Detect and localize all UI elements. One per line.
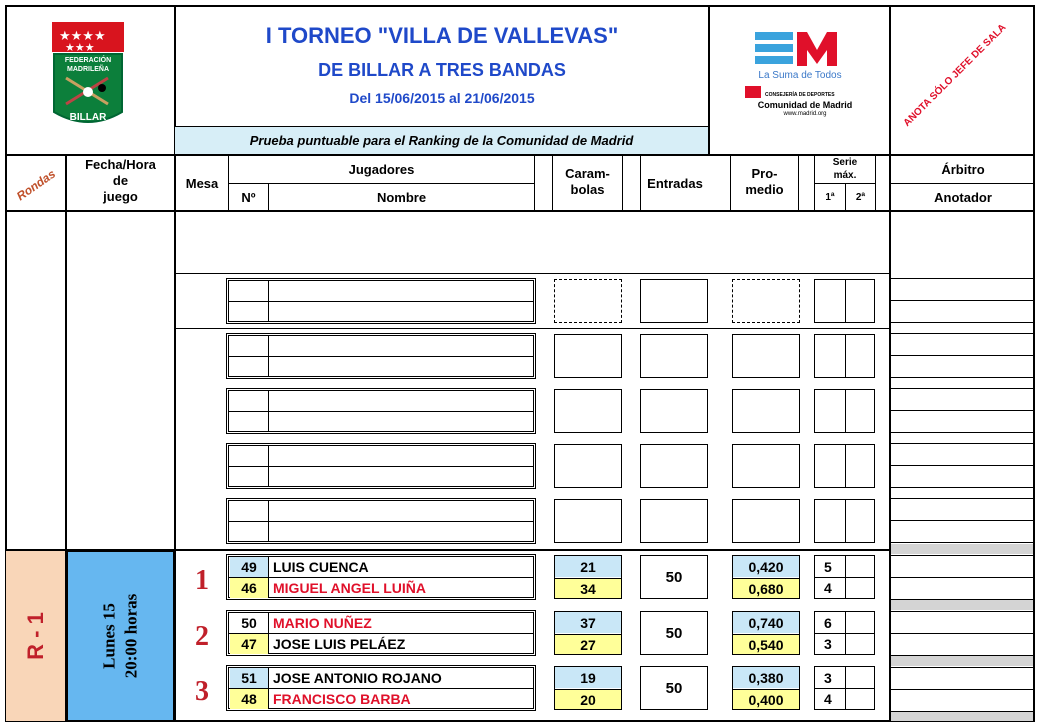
promedio: 0,680: [733, 578, 799, 598]
col-mesa: Mesa: [185, 175, 219, 191]
round-time: 20:00 horas: [121, 593, 141, 679]
entradas: 50: [665, 679, 683, 697]
col-carambolas: [553, 166, 622, 198]
date-cell: [67, 551, 174, 721]
title-dates: Del 15/06/2015 al 21/06/2015: [349, 90, 535, 106]
serie-1: 4: [824, 691, 832, 707]
promedio: 0,400: [733, 689, 799, 709]
header-right-logo: [735, 30, 865, 125]
col-arbitro: Árbitro: [941, 162, 985, 177]
player-number: 50: [241, 615, 257, 631]
entradas: 50: [665, 568, 683, 586]
promedio: 0,420: [733, 556, 799, 577]
serie-1: 3: [824, 669, 832, 686]
subtitle-bar: [175, 126, 708, 154]
player-number: 46: [230, 578, 268, 598]
player-number: 49: [230, 557, 268, 577]
serie-1: 4: [824, 580, 832, 596]
serie-1: 6: [824, 614, 832, 631]
player-number: 51: [230, 668, 268, 688]
col-anotador: Anotador: [934, 189, 992, 205]
player-name: MIGUEL ANGEL LUIÑA: [273, 580, 426, 596]
carambolas: 34: [555, 578, 621, 598]
round-label: R - 1: [22, 612, 48, 660]
col-fecha: [67, 157, 174, 205]
col-entradas: Entradas: [647, 175, 703, 191]
promedio: 0,540: [733, 634, 799, 654]
serie-1: 5: [824, 558, 832, 575]
carambolas: 19: [555, 667, 621, 688]
carambolas: 21: [555, 556, 621, 577]
logo-text-billar: BILLAR: [69, 112, 107, 123]
player-name: JOSE LUIS PELÁEZ: [273, 636, 406, 652]
logo-text-madrilena: MADRILEÑA: [67, 66, 109, 73]
logo-consejeria: CONSEJERÍA DE DEPORTES: [765, 92, 835, 98]
svg-text:★★★: ★★★: [65, 41, 95, 54]
player-name: JOSE ANTONIO ROJANO: [273, 670, 442, 686]
col-jugadores: Jugadores: [348, 162, 415, 177]
col-fecha-line1: Fecha/Hora: [85, 157, 156, 172]
promedio: 0,380: [733, 667, 799, 688]
round-cell: [6, 551, 65, 721]
logo-comunidad: Comunidad de Madrid: [757, 100, 853, 110]
serie-1: 3: [824, 636, 832, 652]
player-name: MARIO NUÑEZ: [273, 615, 372, 631]
col-promedio: [731, 166, 798, 198]
col-serie-1: 1ª: [825, 191, 835, 203]
player-name: FRANCISCO BARBA: [273, 691, 411, 707]
col-fecha-line3: juego: [103, 189, 138, 204]
promedio: 0,740: [733, 612, 799, 633]
mesa-number: 1: [195, 565, 209, 596]
col-promedio-line2: medio: [745, 182, 784, 197]
entradas: 50: [665, 624, 683, 642]
player-number: 48: [230, 689, 268, 709]
col-carambolas-line1: Caram-: [565, 166, 610, 181]
col-serie: [815, 156, 875, 182]
col-rondas: Rondas: [13, 166, 59, 204]
title-line-2: DE BILLAR A TRES BANDAS: [318, 59, 566, 80]
player-number: 47: [230, 634, 268, 654]
col-serie-2: 2ª: [855, 191, 866, 203]
carambolas: 27: [555, 634, 621, 654]
col-numero: Nº: [241, 189, 256, 205]
col-serie-line1: Serie: [832, 157, 858, 168]
title-line-1: I TORNEO "VILLA DE VALLEVAS": [265, 23, 619, 48]
logo-slogan: La Suma de Todos: [758, 70, 842, 81]
player-name: LUIS CUENCA: [273, 559, 369, 575]
col-serie-line2: máx.: [833, 170, 857, 181]
logo-text-federacion: FEDERACIÓN: [64, 57, 112, 64]
subtitle-text: Prueba puntuable para el Ranking de la Comunidad de Madrid: [249, 133, 634, 148]
carambolas: 20: [555, 689, 621, 709]
col-nombre: Nombre: [376, 189, 427, 205]
col-fecha-line2: de: [112, 173, 129, 188]
flag-icon: [745, 86, 761, 98]
svg-text:★★★★: ★★★★: [59, 29, 106, 44]
carambolas: 37: [555, 612, 621, 633]
header-left-logo: [50, 20, 126, 132]
col-carambolas-line2: bolas: [570, 182, 605, 197]
side-note: ANOTA SÓLO JEFE DE SALA: [901, 22, 1009, 129]
logo-url: www.madrid.org: [783, 111, 827, 117]
mesa-number: 3: [195, 676, 209, 707]
round-date: Lunes 15: [99, 603, 119, 669]
mesa-number: 2: [195, 621, 209, 652]
col-promedio-line1: Pro-: [751, 166, 778, 181]
